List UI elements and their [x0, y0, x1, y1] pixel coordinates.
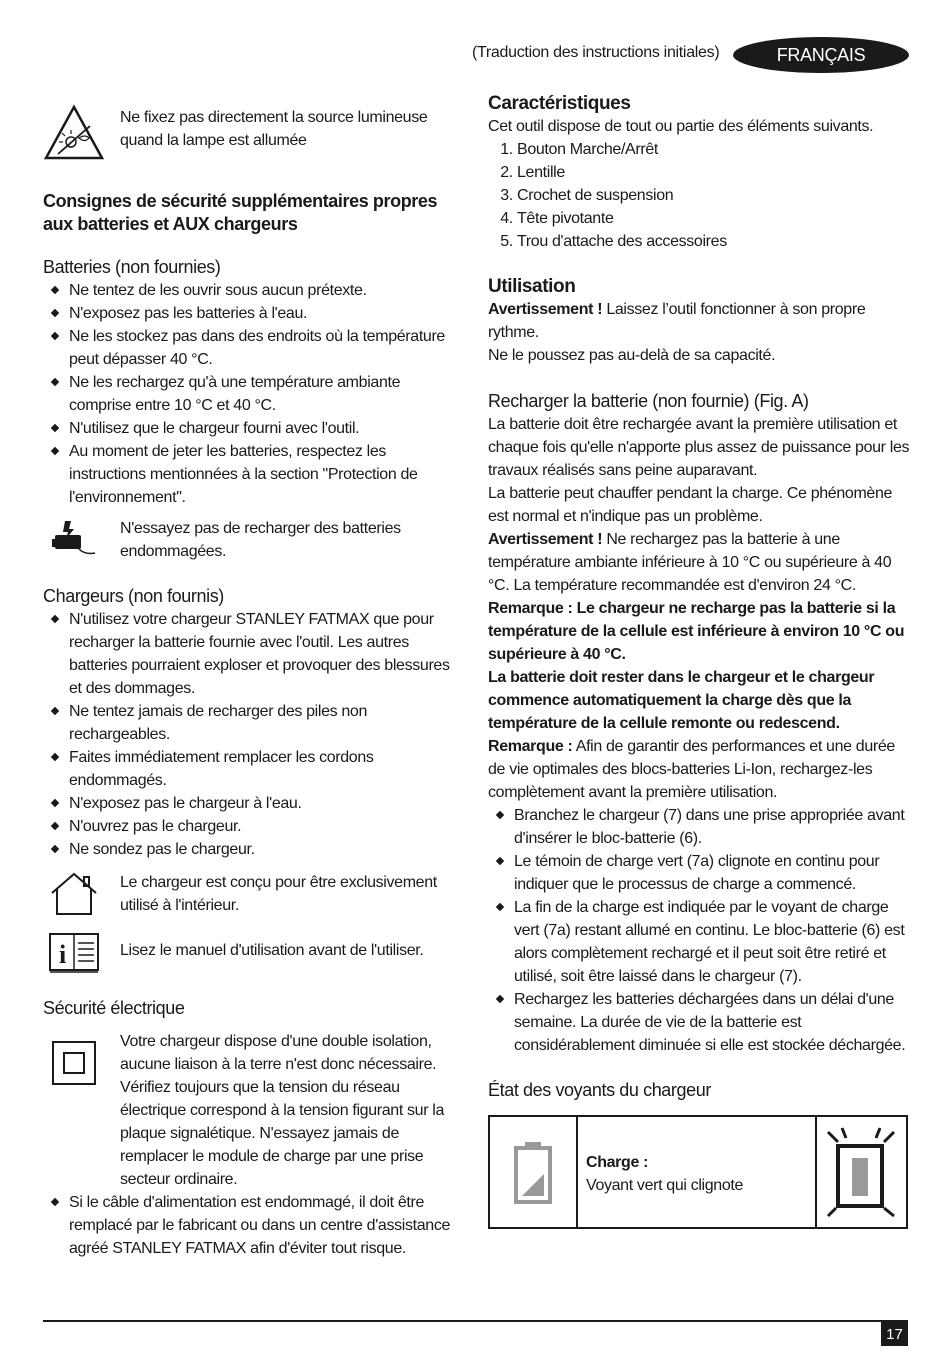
footer-rule	[43, 1320, 908, 1322]
electrical-title: Sécurité électrique	[43, 998, 185, 1018]
light-warning-text: Ne fixez pas directement la source lumineuse quand la lampe est allumée	[120, 109, 428, 149]
features-intro: Cet outil dispose de tout ou partie des éléments suivants.	[488, 118, 874, 135]
list-item: Le témoin de charge vert (7a) clignote en continu pour indiquer que le processus de charge a commencé.	[488, 850, 910, 896]
light-warning-block	[43, 106, 453, 162]
list-item: N'utilisez que le chargeur fourni avec l'outil.	[43, 417, 453, 440]
damaged-battery-text: N'essayez pas de recharger des batteries endommagées.	[120, 520, 401, 560]
list-item: Ne les rechargez qu'à une température ambiante comprise entre 10 °C et 40 °C.	[43, 371, 453, 417]
indoor-block	[43, 871, 453, 917]
bullet-icon	[51, 286, 59, 294]
bullet-icon	[51, 615, 59, 623]
read-manual-icon	[43, 931, 105, 975]
damaged-battery-block	[43, 517, 453, 563]
recharge-paragraph: La batterie doit être rechargée avant la première utilisation et chaque fois qu'elle n'apporte plus assez de puissance pour les travaux réalisés sans peine auparavant.	[488, 416, 910, 479]
indoor-text: Le chargeur est conçu pour être exclusivement utilisé à l'intérieur.	[120, 874, 437, 914]
bullet-icon	[51, 707, 59, 715]
battery-charging-icon	[490, 1117, 578, 1227]
list-item: 4. Tête pivotante	[517, 207, 910, 230]
batteries-title: Batteries (non fournies)	[43, 257, 221, 277]
bullet-icon	[496, 811, 504, 819]
bullet-icon	[51, 1198, 59, 1206]
do-not-stare-icon	[43, 104, 105, 162]
manual-block	[43, 931, 453, 975]
bullet-icon	[51, 424, 59, 432]
status-text: Voyant vert qui clignote	[586, 1177, 744, 1194]
language-badge: FRANÇAIS	[733, 37, 909, 73]
safety-title: Consignes de sécurité supplémentaires propres aux batteries et AUX chargeurs	[43, 191, 438, 234]
list-item: La fin de la charge est indiquée par le voyant de charge vert (7a) restant allumé en continu. Le bloc-batterie (6) est alors complètement rechargé et il peut soit être retiré et utilisé, soit être laissé dans le chargeur (7).	[488, 896, 910, 988]
charger-status-table	[488, 1115, 908, 1229]
list-item: Ne sondez pas le chargeur.	[43, 838, 453, 861]
features-list	[488, 138, 910, 253]
remark: Remarque : Afin de garantir des performances et une durée de vie optimales des blocs-batteries Li-Ion, rechargez-les complètement avant la première utilisation.	[488, 738, 895, 801]
recharge-warning: Avertissement ! Ne rechargez pas la batterie à une température ambiante inférieure à 10 °C ou supérieure à 40 °C. La température recommandée est d'environ 24 °C.	[488, 531, 892, 594]
list-item: Rechargez les batteries déchargées dans un délai d'une semaine. La durée de vie de la batterie est considérablement diminuée si elle est stockée déchargée.	[488, 988, 910, 1057]
bullet-icon	[51, 753, 59, 761]
blinking-indicator-icon	[817, 1117, 906, 1227]
remark-bold: Remarque : Le chargeur ne recharge pas la batterie si la température de la cellule est inférieure à environ 10 °C ou supérieure à 40 °C.	[488, 600, 905, 663]
right-column	[488, 92, 910, 1102]
left-column	[43, 100, 453, 1260]
chargers-title: Chargeurs (non fournis)	[43, 586, 224, 606]
bullet-icon	[496, 903, 504, 911]
list-item: Si le câble d'alimentation est endommagé, il doit être remplacé par le fabricant ou dans un centre d'assistance agréé STANLEY FATMAX afin d'éviter tout risque.	[43, 1191, 453, 1260]
bullet-icon	[496, 857, 504, 865]
list-item: 5. Trou d'attache des accessoires	[517, 230, 910, 253]
bullet-icon	[51, 378, 59, 386]
bullet-icon	[51, 822, 59, 830]
bullet-icon	[496, 995, 504, 1003]
list-item: Branchez le chargeur (7) dans une prise appropriée avant d'insérer le bloc-batterie (6).	[488, 804, 910, 850]
recharge-title: Recharger la batterie (non fournie) (Fig. A)	[488, 391, 809, 411]
cable-list	[43, 1191, 453, 1260]
bullet-icon	[51, 309, 59, 317]
translation-note: (Traduction des instructions initiales)	[472, 44, 720, 61]
list-item: N'exposez pas le chargeur à l'eau.	[43, 792, 453, 815]
page-number: 17	[881, 1322, 908, 1346]
manual-text: Lisez le manuel d'utilisation avant de l'utiliser.	[120, 942, 424, 959]
damaged-battery-icon	[43, 517, 105, 559]
indoor-house-icon	[43, 871, 105, 917]
bullet-icon	[51, 799, 59, 807]
remark-bold: La batterie doit rester dans le chargeur et le chargeur commence automatiquement la charge dès que la température de la cellule remonte ou redescend.	[488, 669, 875, 732]
list-item: 3. Crochet de suspension	[517, 184, 910, 207]
use-title: Utilisation	[488, 276, 576, 297]
list-item: 1. Bouton Marche/Arrêt	[517, 138, 910, 161]
bullet-icon	[51, 332, 59, 340]
recharge-list	[488, 804, 910, 1057]
features-title: Caractéristiques	[488, 93, 631, 114]
svg-text:i: i	[59, 940, 66, 969]
use-warning: Avertissement ! Laissez l’outil fonctionner à son propre rythme.	[488, 301, 866, 341]
double-insulation-text: Votre chargeur dispose d'une double isolation, aucune liaison à la terre n'est donc nécessaire. Vérifiez toujours que la tension du réseau électrique correspond à la tension figurant sur la plaque signalétique. N'essayez jamais de remplacer le module de charge par une prise secteur ordinaire.	[120, 1033, 445, 1188]
list-item: 2. Lentille	[517, 161, 910, 184]
bullet-icon	[51, 447, 59, 455]
list-item: N'ouvrez pas le chargeur.	[43, 815, 453, 838]
chargers-list	[43, 608, 453, 861]
double-insulation-block	[43, 1030, 453, 1191]
indicators-title: État des voyants du chargeur	[488, 1080, 711, 1100]
recharge-paragraph: La batterie peut chauffer pendant la charge. Ce phénomène est normal et n'indique pas un problème.	[488, 485, 893, 525]
list-item: N'utilisez votre chargeur STANLEY FATMAX que pour recharger la batterie fournie avec l'outil. Les autres batteries pourraient exploser et provoquer des blessures et des dommages.	[43, 608, 453, 700]
list-item: Ne tentez de les ouvrir sous aucun prétexte.	[43, 279, 453, 302]
list-item: Ne tentez jamais de recharger des piles non rechargeables.	[43, 700, 453, 746]
status-label: Charge :	[586, 1154, 649, 1171]
list-item: Ne les stockez pas dans des endroits où la température peut dépasser 40 °C.	[43, 325, 453, 371]
list-item: N'exposez pas les batteries à l'eau.	[43, 302, 453, 325]
list-item: Faites immédiatement remplacer les cordons endommagés.	[43, 746, 453, 792]
use-text: Ne le poussez pas au-delà de sa capacité.	[488, 347, 776, 364]
charger-status-cell	[578, 1117, 817, 1227]
list-item: Au moment de jeter les batteries, respectez les instructions mentionnées à la section "Protection de l'environnement".	[43, 440, 453, 509]
batteries-list	[43, 279, 453, 509]
double-insulation-icon	[43, 1040, 105, 1086]
bullet-icon	[51, 845, 59, 853]
